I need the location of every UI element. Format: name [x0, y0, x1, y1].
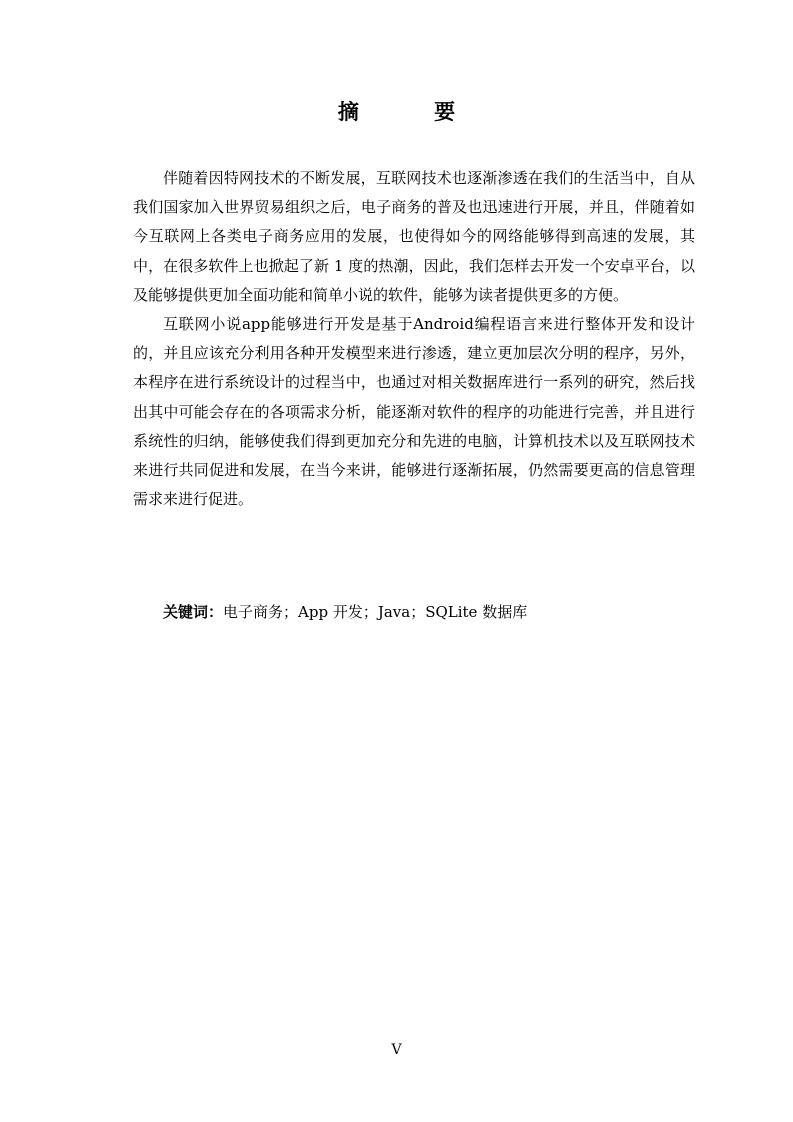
abstract-body — [133, 164, 695, 514]
page-number: V — [391, 1042, 402, 1058]
keywords-label: 关键词： — [163, 603, 224, 621]
abstract-paragraph-2: 互联网小说app能够进行开发是基于Android编程语言来进行整体开发和设计的，并且应该充分利用各种开发模型来进行渗透，建立更加层次分明的程序，另外，本程序在进行系统设计的过程当中，也通过对相关数据库进行一系列的研究，然后找出其中可能会存在的各项需求分析，能逐渐对软件的程序的功能进行完善，并且进行系统性的归纳，能够使我们得到更加充分和先进的电脑，计算机技术以及互联网技术来进行共同促进和发展，在当今来讲，能够进行逐渐拓展，仍然需要更高的信息管理需求来进行促进。 — [133, 315, 695, 509]
page-title: 摘 要 — [337, 99, 490, 124]
abstract-paragraph-1: 伴随着因特网技术的不断发展，互联网技术也逐渐渗透在我们的生活当中，自从我们国家加入世界贸易组织之后，电子商务的普及也迅速进行开展，并且，伴随着如今互联网上各类电子商务应用的发展，也使得如今的网络能够得到高速的发展，其中，在很多软件上也掀起了新 1 度的热潮，因此，我们怎样去开发一个安卓平台，以及能够提供更加全面功能和简单小说的软件，能够为读者提供更多的方便。 — [133, 169, 695, 304]
keywords-value: 电子商务；App 开发；Java；SQLite 数据库 — [223, 603, 528, 621]
keywords-line — [163, 600, 527, 624]
